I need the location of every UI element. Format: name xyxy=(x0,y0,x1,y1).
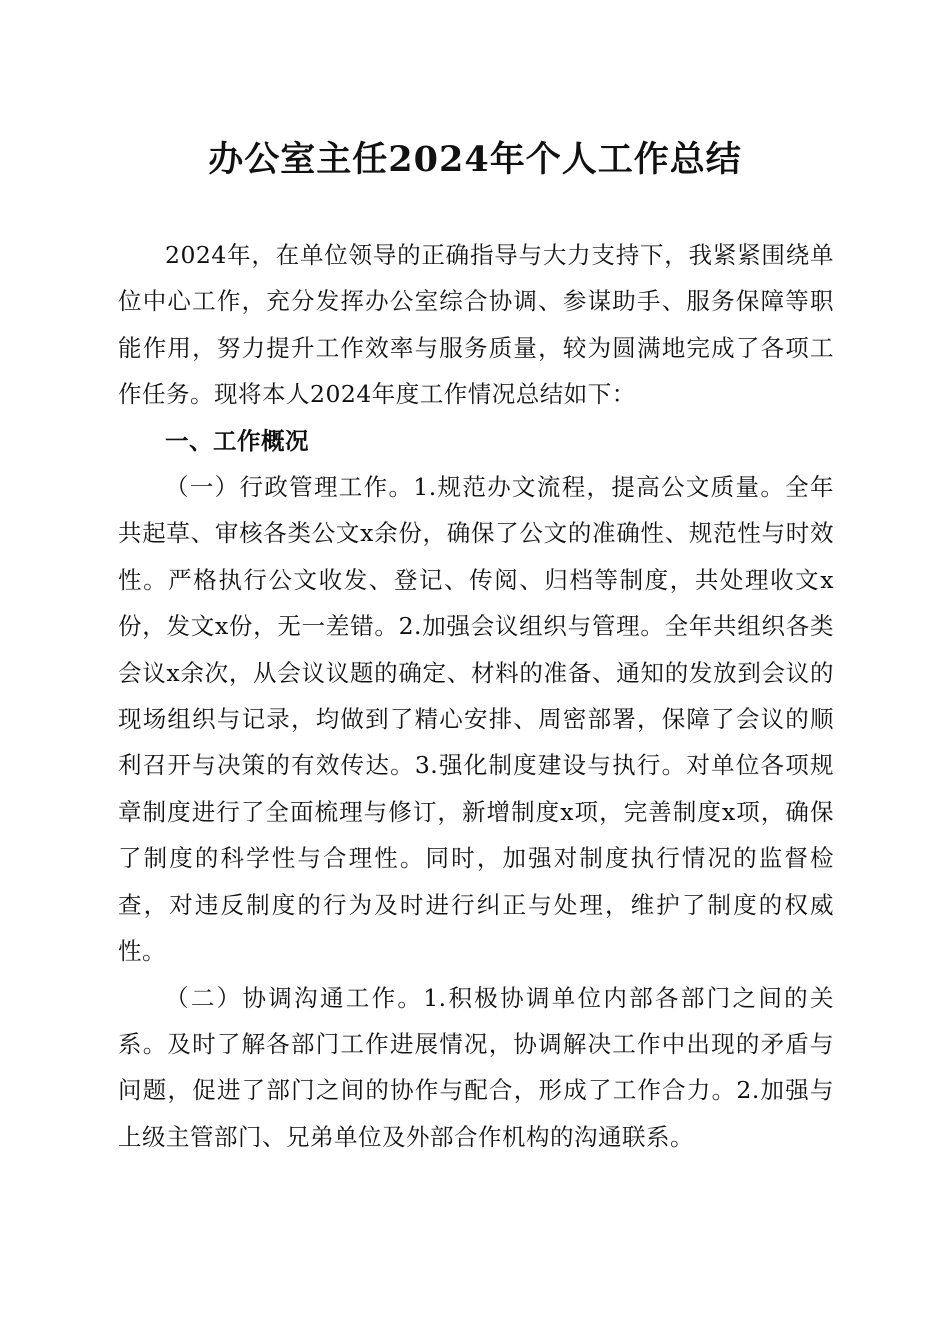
document-body xyxy=(118,232,834,1160)
coordination-paragraph: （二）协调沟通工作。1.积极协调单位内部各部门之间的关系。及时了解各部门工作进展情况，协调解决工作中出现的矛盾与问题，促进了部门之间的协作与配合，形成了工作合力。2.加强与上级主管部门、兄弟单位及外部合作机构的沟通联系。 xyxy=(118,983,834,1151)
intro-paragraph: 2024年，在单位领导的正确指导与大力支持下，我紧紧围绕单位中心工作，充分发挥办公室综合协调、参谋助手、服务保障等职能作用，努力提升工作效率与服务质量，较为圆满地完成了各项工作任务。现将本人2024年度工作情况总结如下： xyxy=(118,241,834,409)
admin-work-paragraph: （一）行政管理工作。1.规范办文流程，提高公文质量。全年共起草、审核各类公文x余份，确保了公文的准确性、规范性与时效性。严格执行公文收发、登记、传阅、归档等制度，共处理收文x份，发文x份，无一差错。2.加强会议组织与管理。全年共组织各类会议x余次，从会议议题的确定、材料的准备、通知的发放到会议的现场组织与记录，均做到了精心安排、周密部署，保障了会议的顺利召开与决策的有效传达。3.强化制度建设与执行。对单位各项规章制度进行了全面梳理与修订，新增制度x项，完善制度x项，确保了制度的科学性与合理性。同时，加强对制度执行情况的监督检查，对违反制度的行为及时进行纠正与处理，维护了制度的权威性。 xyxy=(118,473,834,966)
section-heading: 一、工作概况 xyxy=(165,426,309,455)
document-title: 办公室主任2024年个人工作总结 xyxy=(208,139,742,180)
